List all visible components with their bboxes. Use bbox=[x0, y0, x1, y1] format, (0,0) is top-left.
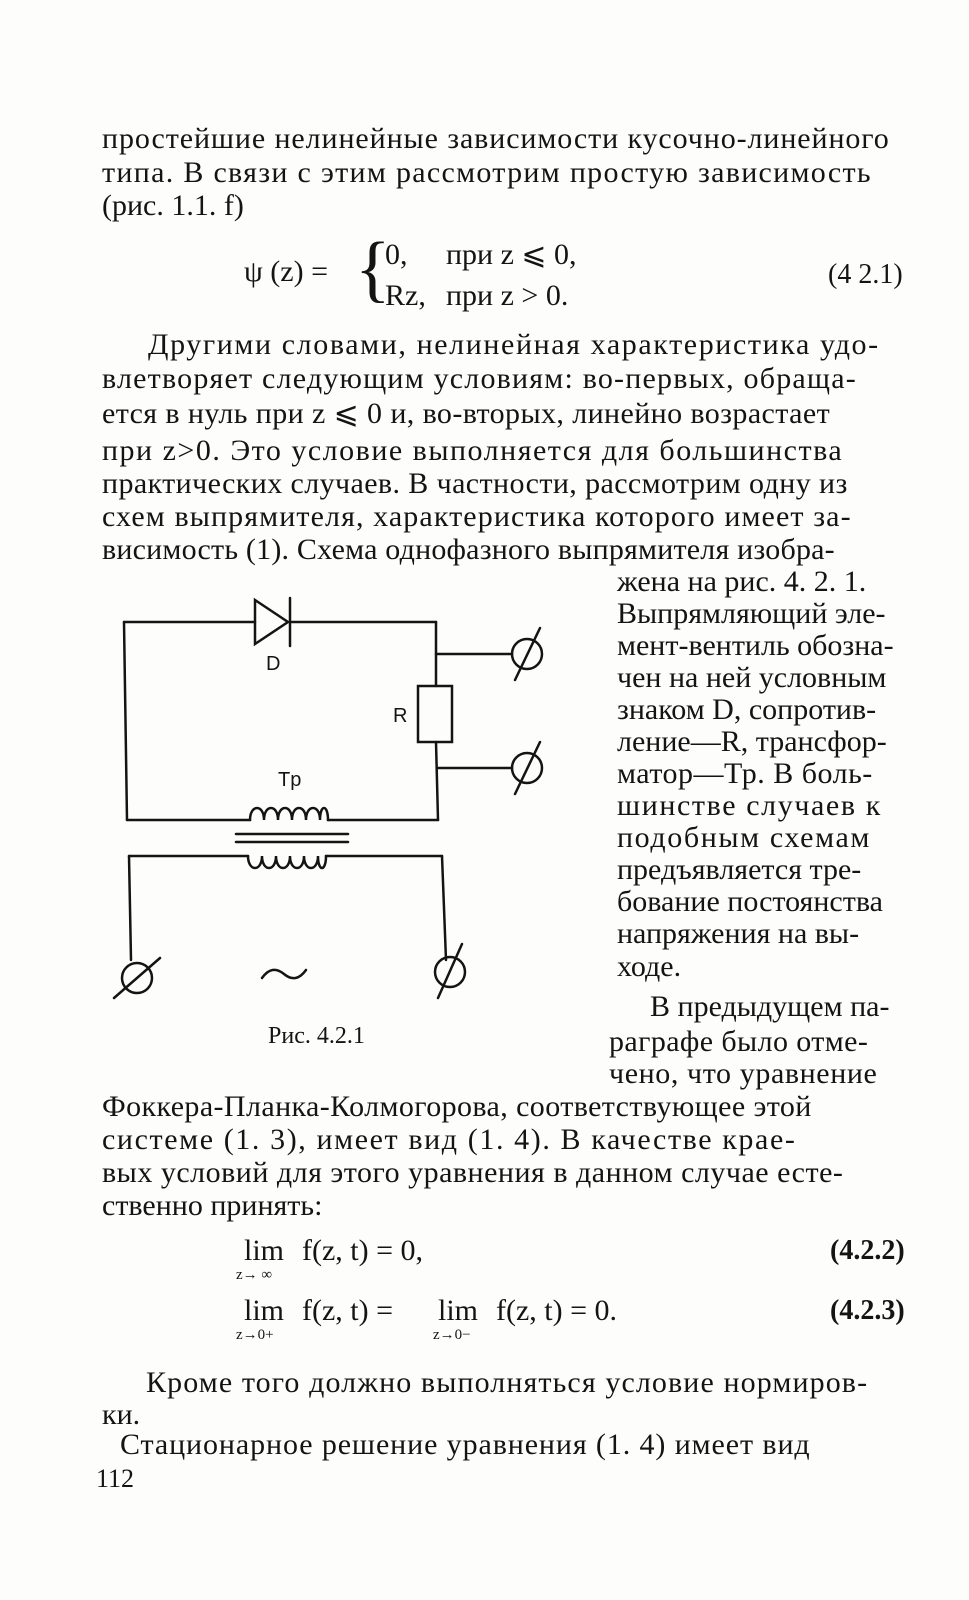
wire-right-lower bbox=[436, 742, 438, 820]
para1-line-2: типа. В связи с этим рассмотрим простую зависимость bbox=[102, 156, 872, 189]
para2-line-2: влетворяет следующим условиям: во-первых, обраща- bbox=[102, 362, 857, 395]
label-D: D bbox=[266, 653, 281, 675]
ac-symbol-icon bbox=[262, 970, 306, 978]
eq2-body: f(z, t) = 0, bbox=[302, 1234, 424, 1267]
side-line-8: шинстве случаев к bbox=[617, 789, 882, 822]
side-line-7: матор—Тр. В боль- bbox=[617, 757, 873, 790]
eq2-lim: lim bbox=[244, 1234, 285, 1267]
eq1-case1-condition: при z ⩽ 0, bbox=[446, 238, 577, 271]
para2-line-1: Другими словами, нелинейная характеристика удо- bbox=[148, 328, 880, 361]
side-line-1: жена на рис. 4. 2. 1. bbox=[617, 565, 867, 598]
eq3-body: f(z, t) = 0. bbox=[496, 1294, 618, 1327]
para3-line-3: вых условий для этого уравнения в данном случае есте- bbox=[102, 1156, 844, 1189]
wire-primary-left-down bbox=[129, 856, 131, 960]
resistor-symbol bbox=[418, 686, 452, 742]
para5-line-1: Стационарное решение уравнения (1. 4) имеет вид bbox=[120, 1428, 811, 1461]
eq3-lim-1: lim bbox=[244, 1294, 285, 1327]
label-R: R bbox=[393, 705, 408, 727]
eq3-lim-2: lim bbox=[438, 1294, 479, 1327]
para3-line-2: системе (1. 3), имеет вид (1. 4). В качестве крае- bbox=[102, 1123, 797, 1156]
para1-line-3: (рис. 1.1. f) bbox=[102, 189, 244, 222]
eq1-case2-value: Rz, bbox=[385, 279, 426, 312]
para3-line-1: Фоккера-Планка-Колмогорова, соответствующее этой bbox=[102, 1090, 812, 1123]
side-line-5: знаком D, сопротив- bbox=[617, 693, 877, 726]
para2-line-7: висимость (1). Схема однофазного выпрямителя изобра- bbox=[102, 533, 835, 566]
eq1-lhs: ψ (z) = bbox=[244, 255, 328, 288]
label-Tp: Tp bbox=[278, 769, 302, 791]
side-line-11: бование постоянства bbox=[617, 885, 883, 918]
page-number: 112 bbox=[96, 1464, 135, 1493]
side-line-16: чено, что уравнение bbox=[609, 1057, 878, 1090]
transformer-primary-coil bbox=[248, 856, 326, 868]
para2-line-6: схем выпрямителя, характеристика которого имеет за- bbox=[102, 500, 852, 533]
eq2-lim-subscript: z→ ∞ bbox=[236, 1267, 273, 1283]
wire-left bbox=[124, 622, 127, 820]
transformer-secondary-coil bbox=[250, 808, 328, 820]
eq1-case2-condition: при z > 0. bbox=[446, 279, 569, 312]
rectifier-circuit-diagram bbox=[100, 580, 580, 1010]
figure-caption: Рис. 4.2.1 bbox=[268, 1023, 365, 1049]
eq3-number: (4.2.3) bbox=[830, 1295, 905, 1326]
eq1-number: (4 2.1) bbox=[828, 259, 903, 290]
eq3-lim-1-subscript: z→0+ bbox=[236, 1327, 274, 1343]
eq1-brace: { bbox=[355, 228, 391, 310]
side-line-15: раграфе было отме- bbox=[609, 1025, 869, 1058]
para2-line-4: при z>0. Это условие выполняется для большинства bbox=[102, 434, 844, 467]
para2-line-3: ется в нуль при z ⩽ 0 и, во-вторых, линейно возрастает bbox=[102, 397, 831, 430]
eq3-lim-2-subscript: z→0− bbox=[433, 1327, 471, 1343]
side-line-9: подобным схемам bbox=[617, 821, 871, 854]
side-line-10: предъявляется тре- bbox=[617, 853, 862, 886]
eq1-case1-value: 0, bbox=[385, 238, 408, 271]
side-line-12: напряжения на вы- bbox=[617, 917, 860, 950]
terminal-output-top-slash bbox=[515, 628, 540, 680]
eq3-middle: f(z, t) = bbox=[302, 1294, 394, 1327]
side-line-14: В предыдущем па- bbox=[650, 990, 890, 1023]
diode-symbol bbox=[255, 600, 288, 644]
para4-line-1: Кроме того должно выполняться условие нормиров- bbox=[146, 1366, 869, 1399]
para3-line-4: ственно принять: bbox=[102, 1189, 323, 1222]
para2-line-5: практических случаев. В частности, рассмотрим одну из bbox=[102, 467, 848, 500]
side-line-6: ление—R, трансфор- bbox=[617, 725, 887, 758]
para4-line-2: ки. bbox=[102, 1398, 141, 1431]
side-line-13: ходе. bbox=[617, 950, 682, 983]
side-line-3: мент-вентиль обозна- bbox=[617, 629, 894, 662]
terminal-output-bottom-slash bbox=[515, 742, 540, 794]
eq2-number: (4.2.2) bbox=[830, 1235, 905, 1266]
side-line-4: чен на ней условным bbox=[617, 661, 887, 694]
terminal-input-right-slash bbox=[438, 944, 462, 998]
side-line-2: Выпрямляющий эле- bbox=[617, 597, 886, 630]
wire-primary-right-down bbox=[442, 856, 446, 960]
para1-line-1: простейшие нелинейные зависимости кусочно-линейного bbox=[102, 122, 890, 155]
